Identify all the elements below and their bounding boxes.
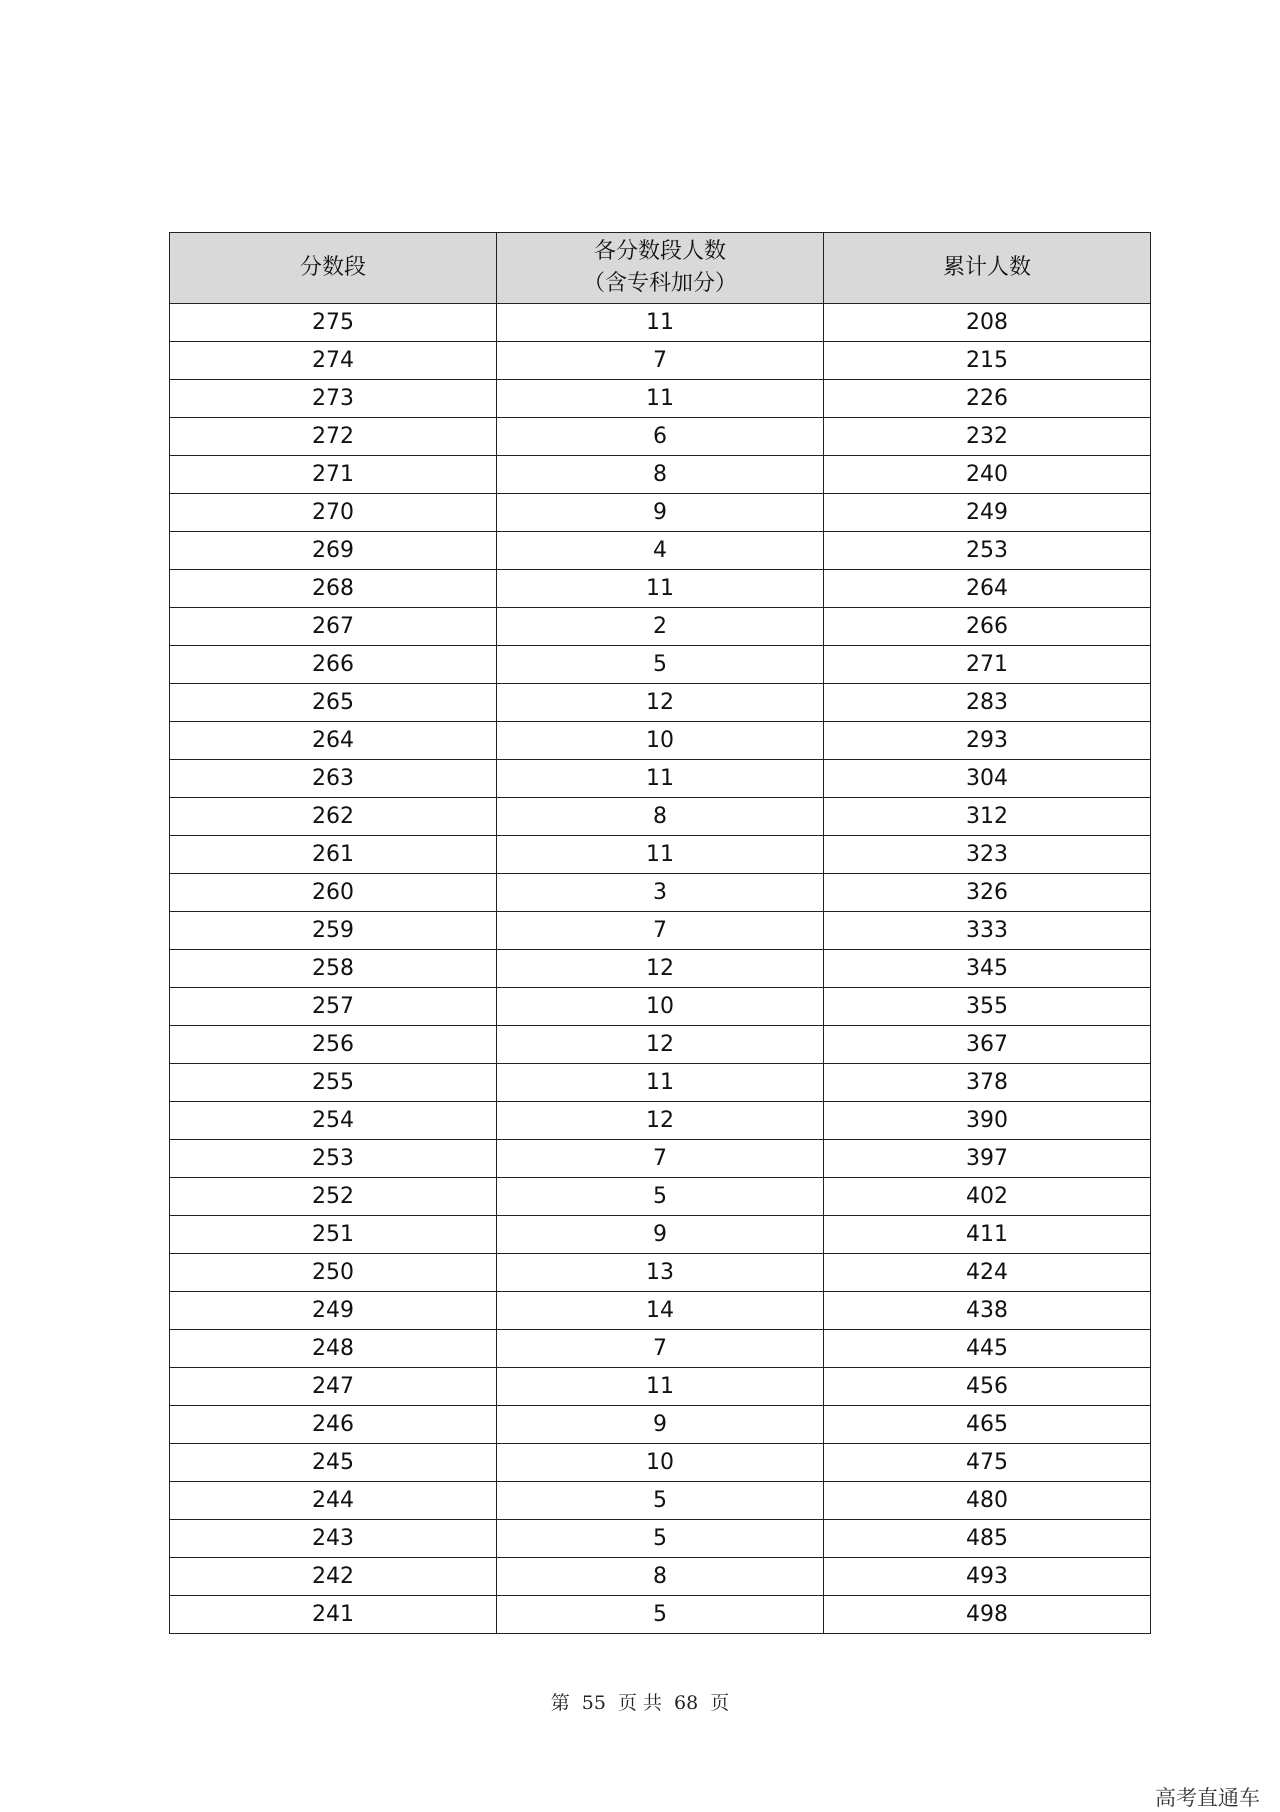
count-cell: 10	[497, 722, 824, 760]
table-row	[170, 1444, 1151, 1482]
score-cell: 271	[170, 456, 497, 494]
table-row	[170, 988, 1151, 1026]
table-body	[170, 304, 1151, 1634]
count-cell: 5	[497, 646, 824, 684]
cumulative-cell: 424	[824, 1254, 1151, 1292]
count-cell: 7	[497, 1330, 824, 1368]
table-row	[170, 1292, 1151, 1330]
count-cell: 14	[497, 1292, 824, 1330]
cumulative-cell: 240	[824, 456, 1151, 494]
count-cell: 2	[497, 608, 824, 646]
cumulative-cell: 465	[824, 1406, 1151, 1444]
count-cell: 10	[497, 1444, 824, 1482]
table-row	[170, 646, 1151, 684]
header-score: 分数段	[170, 233, 497, 304]
score-cell: 255	[170, 1064, 497, 1102]
count-cell: 7	[497, 342, 824, 380]
table-row	[170, 1596, 1151, 1634]
table-row	[170, 608, 1151, 646]
count-cell: 4	[497, 532, 824, 570]
score-cell: 249	[170, 1292, 497, 1330]
table-row	[170, 1406, 1151, 1444]
score-cell: 244	[170, 1482, 497, 1520]
count-cell: 8	[497, 456, 824, 494]
score-cell: 253	[170, 1140, 497, 1178]
table-row	[170, 684, 1151, 722]
footer-total-pages: 68	[674, 1692, 699, 1714]
count-cell: 12	[497, 950, 824, 988]
score-cell: 274	[170, 342, 497, 380]
table-row	[170, 874, 1151, 912]
table-row	[170, 418, 1151, 456]
table-row	[170, 1102, 1151, 1140]
cumulative-cell: 264	[824, 570, 1151, 608]
cumulative-cell: 333	[824, 912, 1151, 950]
table-row	[170, 950, 1151, 988]
cumulative-cell: 480	[824, 1482, 1151, 1520]
cumulative-cell: 266	[824, 608, 1151, 646]
score-cell: 263	[170, 760, 497, 798]
score-cell: 252	[170, 1178, 497, 1216]
count-cell: 12	[497, 1026, 824, 1064]
count-cell: 9	[497, 1406, 824, 1444]
table-row	[170, 532, 1151, 570]
count-cell: 7	[497, 912, 824, 950]
cumulative-cell: 345	[824, 950, 1151, 988]
header-row	[170, 233, 1151, 304]
cumulative-cell: 475	[824, 1444, 1151, 1482]
cumulative-cell: 323	[824, 836, 1151, 874]
score-cell: 246	[170, 1406, 497, 1444]
cumulative-cell: 283	[824, 684, 1151, 722]
score-cell: 260	[170, 874, 497, 912]
table-row	[170, 1254, 1151, 1292]
watermark: 高考直通车	[1155, 1786, 1260, 1810]
table-row	[170, 1140, 1151, 1178]
score-cell: 243	[170, 1520, 497, 1558]
page-footer	[0, 1688, 1280, 1715]
cumulative-cell: 498	[824, 1596, 1151, 1634]
count-cell: 11	[497, 760, 824, 798]
score-cell: 265	[170, 684, 497, 722]
count-cell: 5	[497, 1596, 824, 1634]
score-cell: 267	[170, 608, 497, 646]
count-cell: 12	[497, 684, 824, 722]
cumulative-cell: 402	[824, 1178, 1151, 1216]
cumulative-cell: 485	[824, 1520, 1151, 1558]
count-cell: 3	[497, 874, 824, 912]
cumulative-cell: 367	[824, 1026, 1151, 1064]
cumulative-cell: 493	[824, 1558, 1151, 1596]
table-row	[170, 760, 1151, 798]
table-row	[170, 1558, 1151, 1596]
score-cell: 270	[170, 494, 497, 532]
table-row	[170, 1330, 1151, 1368]
cumulative-cell: 249	[824, 494, 1151, 532]
table-header	[170, 233, 1151, 304]
footer-middle: 页 共	[617, 1692, 663, 1714]
count-cell: 11	[497, 570, 824, 608]
table-row	[170, 1178, 1151, 1216]
table-row	[170, 456, 1151, 494]
cumulative-cell: 355	[824, 988, 1151, 1026]
table-row	[170, 380, 1151, 418]
count-cell: 12	[497, 1102, 824, 1140]
count-cell: 9	[497, 1216, 824, 1254]
score-cell: 259	[170, 912, 497, 950]
cumulative-cell: 312	[824, 798, 1151, 836]
score-cell: 273	[170, 380, 497, 418]
table-row	[170, 304, 1151, 342]
cumulative-cell: 456	[824, 1368, 1151, 1406]
score-cell: 275	[170, 304, 497, 342]
cumulative-cell: 397	[824, 1140, 1151, 1178]
score-cell: 245	[170, 1444, 497, 1482]
header-count-line1: 各分数段人数	[593, 239, 726, 264]
footer-prefix: 第	[550, 1692, 570, 1714]
cumulative-cell: 326	[824, 874, 1151, 912]
count-cell: 11	[497, 1064, 824, 1102]
score-cell: 247	[170, 1368, 497, 1406]
cumulative-cell: 411	[824, 1216, 1151, 1254]
score-distribution-table	[169, 232, 1151, 1634]
count-cell: 8	[497, 798, 824, 836]
table-row	[170, 798, 1151, 836]
table-row	[170, 1482, 1151, 1520]
table-row	[170, 570, 1151, 608]
cumulative-cell: 253	[824, 532, 1151, 570]
cumulative-cell: 378	[824, 1064, 1151, 1102]
score-cell: 254	[170, 1102, 497, 1140]
cumulative-cell: 438	[824, 1292, 1151, 1330]
table-row	[170, 1026, 1151, 1064]
score-cell: 262	[170, 798, 497, 836]
count-cell: 7	[497, 1140, 824, 1178]
count-cell: 5	[497, 1482, 824, 1520]
table-row	[170, 836, 1151, 874]
score-cell: 248	[170, 1330, 497, 1368]
count-cell: 5	[497, 1178, 824, 1216]
score-cell: 257	[170, 988, 497, 1026]
cumulative-cell: 215	[824, 342, 1151, 380]
score-cell: 261	[170, 836, 497, 874]
count-cell: 13	[497, 1254, 824, 1292]
cumulative-cell: 445	[824, 1330, 1151, 1368]
cumulative-cell: 390	[824, 1102, 1151, 1140]
header-count	[497, 233, 824, 304]
score-cell: 269	[170, 532, 497, 570]
cumulative-cell: 226	[824, 380, 1151, 418]
table-row	[170, 1520, 1151, 1558]
header-cumulative: 累计人数	[824, 233, 1151, 304]
score-cell: 251	[170, 1216, 497, 1254]
cumulative-cell: 293	[824, 722, 1151, 760]
score-cell: 258	[170, 950, 497, 988]
table-row	[170, 1064, 1151, 1102]
cumulative-cell: 271	[824, 646, 1151, 684]
count-cell: 9	[497, 494, 824, 532]
score-cell: 242	[170, 1558, 497, 1596]
score-cell: 241	[170, 1596, 497, 1634]
table-row	[170, 722, 1151, 760]
cumulative-cell: 208	[824, 304, 1151, 342]
header-count-line2: （含专科加分）	[582, 271, 737, 296]
count-cell: 11	[497, 380, 824, 418]
footer-current-page: 55	[581, 1692, 606, 1714]
table-row	[170, 1368, 1151, 1406]
count-cell: 6	[497, 418, 824, 456]
score-cell: 250	[170, 1254, 497, 1292]
score-cell: 268	[170, 570, 497, 608]
count-cell: 8	[497, 1558, 824, 1596]
score-cell: 266	[170, 646, 497, 684]
score-cell: 272	[170, 418, 497, 456]
table-row	[170, 342, 1151, 380]
table-row	[170, 912, 1151, 950]
count-cell: 11	[497, 304, 824, 342]
cumulative-cell: 304	[824, 760, 1151, 798]
count-cell: 5	[497, 1520, 824, 1558]
count-cell: 11	[497, 836, 824, 874]
score-cell: 264	[170, 722, 497, 760]
cumulative-cell: 232	[824, 418, 1151, 456]
count-cell: 11	[497, 1368, 824, 1406]
table-row	[170, 494, 1151, 532]
table-row	[170, 1216, 1151, 1254]
count-cell: 10	[497, 988, 824, 1026]
footer-suffix: 页	[710, 1692, 730, 1714]
score-cell: 256	[170, 1026, 497, 1064]
